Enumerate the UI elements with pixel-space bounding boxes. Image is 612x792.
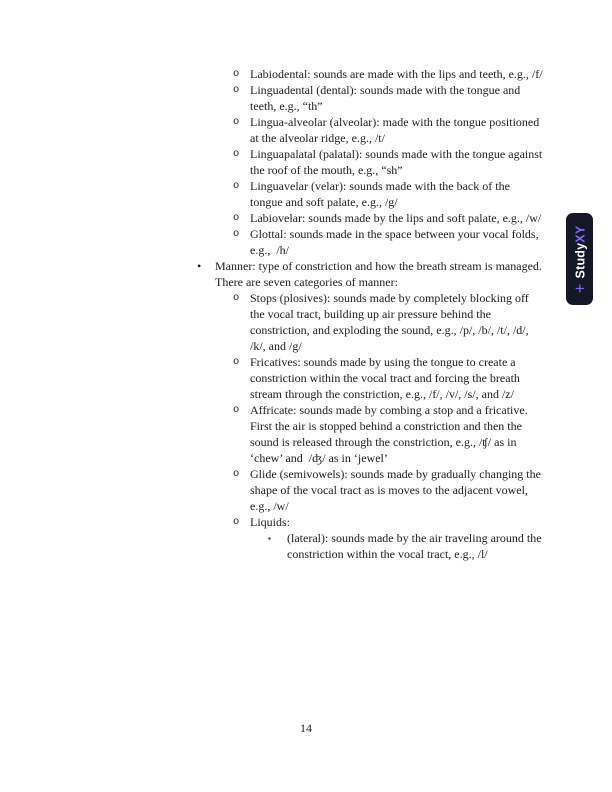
bullet-marker: o [233,404,240,416]
list-item-text: Linguapalatal (palatal): sounds made with the tongue against the roof of the mouth, e.g., “sh” [250,147,546,177]
list-item-text: Glottal: sounds made in the space between your vocal folds, e.g., /h/ [250,227,542,257]
list-item [233,114,545,146]
bullet-marker: o [233,228,240,240]
plus-icon: + [574,278,585,298]
bullet-marker: o [233,148,240,160]
bullet-marker: o [233,356,240,368]
list-item [233,146,545,178]
list-item-text: Manner: type of constriction and how the breath stream is managed. There are seven categories of manner: [215,259,545,289]
studyxy-badge-inner [571,225,588,298]
list-item-text: Lingua-alveolar (alveolar): made with the tongue positioned at the alveolar ridge, e.g., /t/ [250,115,543,145]
bullet-marker: o [233,84,240,96]
bullet-marker: o [233,292,240,304]
bullet-marker: o [233,212,240,224]
bullet-marker: o [233,516,240,528]
list-item [233,66,545,82]
list-item [233,402,545,466]
list-item-text: Fricatives: sounds made by using the tongue to create a constriction within the vocal tract and forcing the breath stream through the constriction, e.g., /f/, /v/, /s/, and /z/ [250,355,523,401]
list-item-text: Labiodental: sounds are made with the lips and teeth, e.g., /f/ [250,67,543,81]
list-item-text: Labiovelar: sounds made by the lips and soft palate, e.g., /w/ [250,211,542,225]
bullet-marker: ▪ [268,534,271,543]
studyxy-badge[interactable] [566,213,593,305]
list-item-text: Glide (semivowels): sounds made by gradually changing the shape of the vocal tract as is moves to the adjacent vowel, e.g., /w/ [250,467,544,513]
brand-label-study: Study [572,242,587,278]
list-item [233,466,545,514]
list-item-text: Affricate: sounds made by combing a stop and a fricative. First the air is stopped behind a constriction and then the sound is released through the constriction, e.g., /ʧ/ as in ‘chew’ and /ʤ/ as in ‘jewel’ [250,403,531,465]
bullet-list [197,66,545,562]
page-number: 14 [300,721,312,735]
bullet-marker: o [233,116,240,128]
list-item-text: Liquids: [250,515,291,529]
list-item [233,210,545,226]
list-item [233,226,545,258]
list-item-text: Linguavelar (velar): sounds made with the back of the tongue and soft palate, e.g., /g/ [250,179,513,209]
list-item [233,178,545,210]
list-item-text: Linguadental (dental): sounds made with the tongue and teeth, e.g., “th” [250,83,524,113]
bullet-marker: o [233,68,240,80]
list-item [233,354,545,402]
list-item [268,530,545,562]
bullet-marker: o [233,180,240,192]
bullet-marker: o [233,468,240,480]
list-item [233,290,545,354]
list-item [233,82,545,114]
list-item [233,514,545,530]
brand-label-xy: XY [572,225,587,243]
list-item-text: (lateral): sounds made by the air traveling around the constriction within the vocal tract, e.g., /l/ [287,531,545,561]
list-item [197,258,545,290]
bullet-marker: • [197,259,202,273]
list-item-text: Stops (plosives): sounds made by completely blocking off the vocal tract, building up air pressure behind the constriction, and exploding the sound, e.g., /p/, /b/, /t/, /d/, /k/, and /g/ [250,291,532,353]
